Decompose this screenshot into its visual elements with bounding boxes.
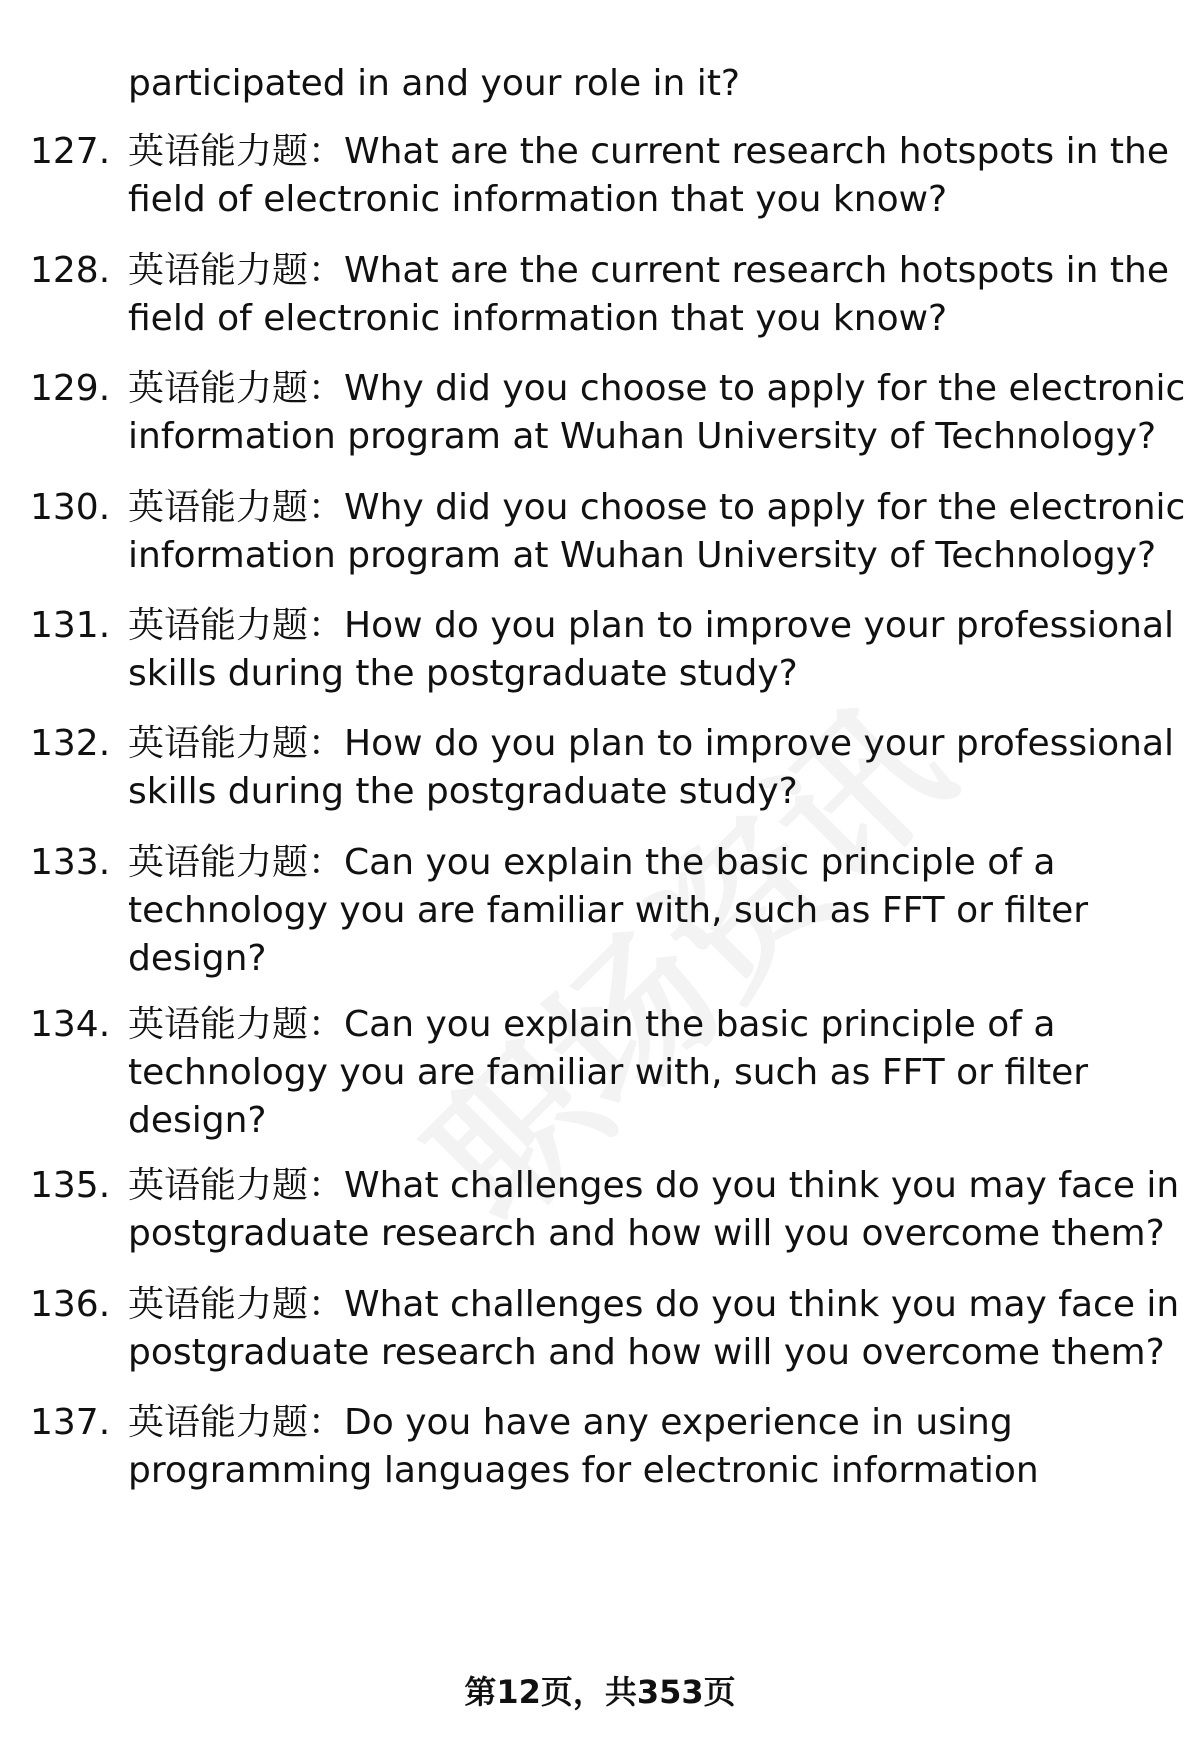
question-line-text: How do you plan to improve your professional <box>344 605 1175 646</box>
question-line-text: Why did you choose to apply for the electronic <box>344 368 1186 409</box>
question-text <box>128 1399 1168 1495</box>
question-text <box>128 247 1168 343</box>
question-category: 英语能力题： <box>128 250 345 291</box>
question-number: 134. <box>30 1004 111 1045</box>
question-number: 136. <box>30 1284 111 1325</box>
question-line-text: Do you have any experience in using <box>344 1402 1013 1443</box>
question-line: postgraduate research and how will you overcome them? <box>128 1332 1165 1373</box>
question-number: 137. <box>30 1402 111 1443</box>
question-number: 133. <box>30 842 111 883</box>
question-category: 英语能力题： <box>128 842 345 883</box>
question-line <box>128 1162 1180 1210</box>
question-line: programming languages for electronic information <box>128 1450 1039 1491</box>
question-item <box>30 1162 1180 1258</box>
question-category: 英语能力题： <box>128 723 345 764</box>
question-line-text: Can you explain the basic principle of a <box>344 1004 1056 1045</box>
question-number: 127. <box>30 131 111 172</box>
question-category: 英语能力题： <box>128 605 345 646</box>
question-line <box>128 128 1168 176</box>
question-line-text: What are the current research hotspots in the <box>344 131 1169 172</box>
question-line <box>128 839 1168 887</box>
question-category: 英语能力题： <box>128 131 345 172</box>
question-line-text: What challenges do you think you may face in <box>344 1284 1180 1325</box>
question-category: 英语能力题： <box>128 1284 345 1325</box>
question-line: field of electronic information that you know? <box>128 298 948 339</box>
question-number: 131. <box>30 605 111 646</box>
question-line: information program at Wuhan University of Technology? <box>128 416 1157 457</box>
question-text <box>128 839 1168 983</box>
question-line <box>128 720 1175 768</box>
question-item <box>30 365 1186 461</box>
question-category: 英语能力题： <box>128 1402 345 1443</box>
question-number: 135. <box>30 1165 111 1206</box>
question-category: 英语能力题： <box>128 1004 345 1045</box>
question-line-text: Can you explain the basic principle of a <box>344 842 1056 883</box>
question-number: 130. <box>30 487 111 528</box>
question-item <box>30 720 1175 816</box>
question-category: 英语能力题： <box>128 487 345 528</box>
question-line-text: How do you plan to improve your professional <box>344 723 1175 764</box>
question-line-text: What challenges do you think you may face in <box>344 1165 1180 1206</box>
question-text <box>128 365 1186 461</box>
question-line <box>128 484 1186 532</box>
question-text <box>128 1281 1180 1377</box>
question-item <box>30 602 1175 698</box>
question-item <box>30 247 1170 343</box>
question-line: postgraduate research and how will you overcome them? <box>128 1213 1165 1254</box>
question-line <box>128 1399 1168 1447</box>
question-line: information program at Wuhan University of Technology? <box>128 535 1157 576</box>
question-text <box>128 128 1168 224</box>
question-text <box>128 1001 1168 1145</box>
question-number: 132. <box>30 723 111 764</box>
question-text <box>128 602 1175 698</box>
question-line <box>128 1281 1180 1329</box>
question-item <box>30 1399 1170 1495</box>
question-line <box>128 1001 1168 1049</box>
question-line <box>128 247 1168 295</box>
question-line: design? <box>128 938 267 979</box>
continuation-line: participated in and your role in it? <box>128 63 741 104</box>
question-line-text: Why did you choose to apply for the electronic <box>344 487 1186 528</box>
question-item <box>30 839 1170 983</box>
question-text <box>128 1162 1180 1258</box>
question-line-text: What are the current research hotspots in the <box>344 250 1169 291</box>
question-line: skills during the postgraduate study? <box>128 653 798 694</box>
question-category: 英语能力题： <box>128 1165 345 1206</box>
question-line: technology you are familiar with, such as FFT or filter <box>128 1052 1089 1093</box>
question-line: design? <box>128 1100 267 1141</box>
question-item <box>30 1281 1180 1377</box>
page-footer: 第12页，共353页 <box>464 1673 736 1711</box>
question-line: skills during the postgraduate study? <box>128 771 798 812</box>
question-item <box>30 128 1170 224</box>
question-number: 129. <box>30 368 111 409</box>
question-item <box>30 484 1186 580</box>
question-line <box>128 602 1175 650</box>
question-category: 英语能力题： <box>128 368 345 409</box>
question-line <box>128 365 1186 413</box>
question-number: 128. <box>30 250 111 291</box>
question-line: field of electronic information that you know? <box>128 179 948 220</box>
question-item <box>30 1001 1170 1145</box>
question-text <box>128 720 1175 816</box>
question-text <box>128 484 1186 580</box>
question-line: technology you are familiar with, such as FFT or filter <box>128 890 1089 931</box>
